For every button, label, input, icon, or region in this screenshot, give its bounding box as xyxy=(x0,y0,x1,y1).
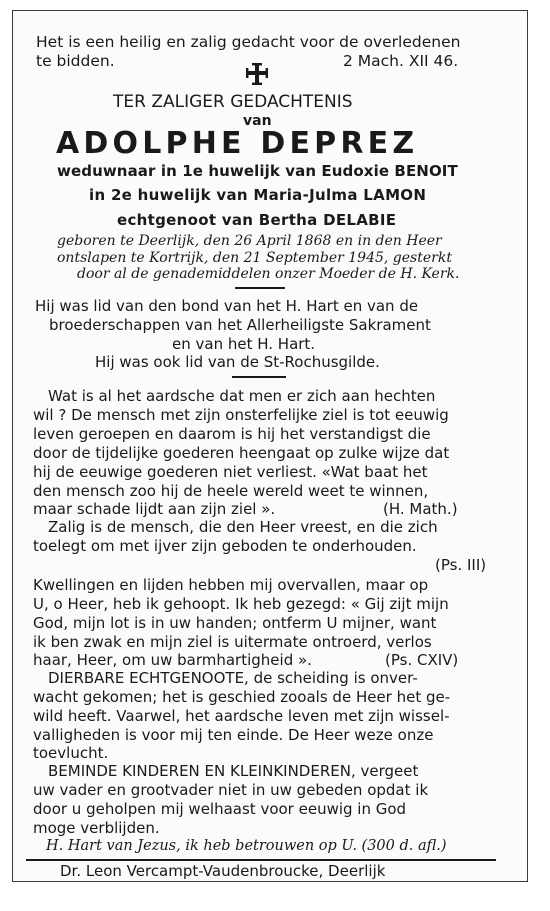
closing-prayer: H. Hart van Jezus, ik heb betrouwen op U. (300 d. afl.) xyxy=(46,838,447,854)
divider-bottom xyxy=(26,859,496,861)
verse-reference: 2 Mach. XII 46. xyxy=(343,52,459,70)
meditation-line: door u geholpen mij welhaast voor eeuwig in God xyxy=(33,800,407,818)
meditation-line: Kwellingen en lijden hebben mij overvallen, maar op xyxy=(33,576,429,594)
divider-top xyxy=(235,287,285,289)
relation-line-2: in 2e huwelijk van Maria-Julma LAMON xyxy=(89,186,427,204)
membership-line-2: broederschappen van het Allerheiligste Sakrament xyxy=(49,316,431,334)
memorial-heading: TER ZALIGER GEDACHTENIS xyxy=(113,92,353,112)
meditation-line: DIERBARE ECHTGENOOTE, de scheiding is onver- xyxy=(48,669,418,687)
meditation-line: wacht gekomen; het is geschied zooals de Heer het ge- xyxy=(33,688,451,706)
scripture-reference: (Ps. III) xyxy=(435,556,487,574)
meditation-line: Zalig is de mensch, die den Heer vreest, en die zich xyxy=(48,518,438,536)
verse-line-2: te bidden. xyxy=(36,52,115,70)
meditation-line: uw vader en grootvader niet in uw gebeden opdat ik xyxy=(33,781,429,799)
cross-icon xyxy=(245,62,269,86)
meditation-line: moge verblijden. xyxy=(33,819,160,837)
deceased-name: ADOLPHE DEPREZ xyxy=(56,126,419,161)
meditation-line: wil ? De mensch met zijn onsterfelijke ziel is tot eeuwig xyxy=(33,406,449,424)
membership-line-4: Hij was ook lid van de St-Rochusgilde. xyxy=(95,353,380,371)
meditation-line: BEMINDE KINDEREN EN KLEINKINDEREN, vergeet xyxy=(48,762,419,780)
life-line-2: ontslapen te Kortrijk, den 21 September 1945, gesterkt xyxy=(57,250,452,266)
meditation-line: leven geroepen en daarom is hij het verstandigst die xyxy=(33,425,431,443)
meditation-line: den mensch zoo hij de heele wereld weet te winnen, xyxy=(33,482,429,500)
printer-credit: Dr. Leon Vercampt-Vaudenbroucke, Deerlijk xyxy=(60,862,386,880)
meditation-line: door de tijdelijke goederen heengaat op zulke wijze dat xyxy=(33,444,450,462)
divider-middle xyxy=(232,376,286,378)
verse-line-1: Het is een heilig en zalig gedacht voor de overledenen xyxy=(36,33,461,51)
membership-line-1: Hij was lid van den bond van het H. Hart en van de xyxy=(35,297,419,315)
meditation-line: maar schade lijdt aan zijn ziel ». xyxy=(33,500,276,518)
meditation-line: toevlucht. xyxy=(33,744,109,762)
scripture-reference: (H. Math.) xyxy=(383,500,458,518)
meditation-line: ik ben zwak en mijn ziel is uitermate ontroerd, verlos xyxy=(33,633,432,651)
van-label: van xyxy=(243,113,272,129)
life-line-3: door al de genademiddelen onzer Moeder de H. Kerk. xyxy=(77,266,460,282)
meditation-line: wild heeft. Vaarwel, het aardsche leven met zijn wissel- xyxy=(33,707,450,725)
meditation-line: hij de eeuwige goederen niet verliest. «Wat baat het xyxy=(33,463,428,481)
meditation-line: U, o Heer, heb ik gehoopt. Ik heb gezegd: « Gij zijt mijn xyxy=(33,595,449,613)
meditation-line: haar, Heer, om uw barmhartigheid ». xyxy=(33,651,312,669)
scripture-reference: (Ps. CXIV) xyxy=(385,651,459,669)
membership-line-3: en van het H. Hart. xyxy=(172,335,316,353)
meditation-line: toelegt om met ijver zijn geboden te onderhouden. xyxy=(33,537,417,555)
meditation-line: valligheden is voor mij ten einde. De Heer weze onze xyxy=(33,726,434,744)
meditation-line: Wat is al het aardsche dat men er zich aan hechten xyxy=(48,387,436,405)
relation-line-1: weduwnaar in 1e huwelijk van Eudoxie BENOIT xyxy=(57,162,458,180)
relation-line-3: echtgenoot van Bertha DELABIE xyxy=(117,211,397,229)
life-line-1: geboren te Deerlijk, den 26 April 1868 en in den Heer xyxy=(57,233,442,249)
meditation-line: God, mijn lot is in uw handen; ontferm U mijner, want xyxy=(33,614,437,632)
